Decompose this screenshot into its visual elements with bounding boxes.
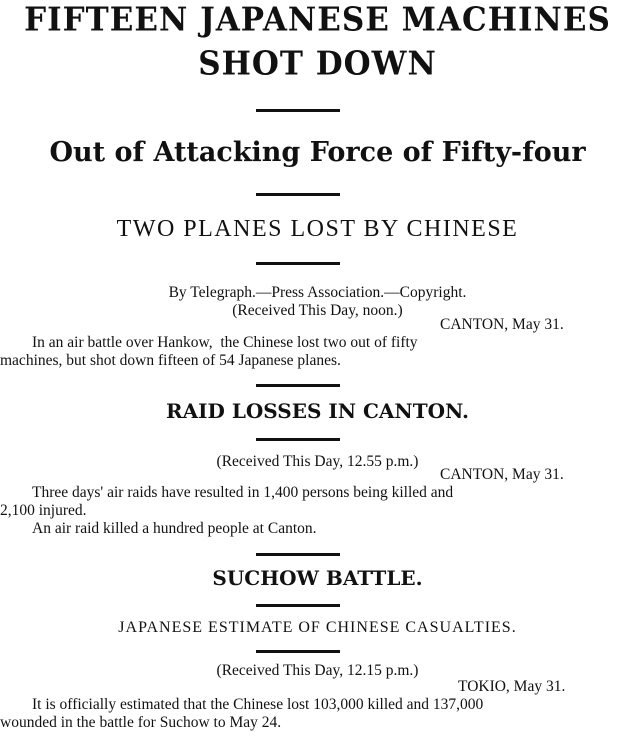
divider-rule: [256, 650, 340, 653]
section2-dateline: CANTON, May 31.: [440, 466, 564, 483]
divider-rule: [256, 193, 340, 196]
section3-received: (Received This Day, 12.15 p.m.): [216, 662, 419, 679]
story1-line-1: In an air battle over Hankow, the Chinese lost two out of fifty: [32, 334, 418, 351]
divider-rule: [256, 438, 340, 441]
section3-dateline: TOKIO, May 31.: [458, 678, 566, 695]
section3-heading: SUCHOW BATTLE.: [212, 566, 423, 590]
divider-rule: [256, 553, 340, 556]
section2-received: (Received This Day, 12.55 p.m.): [216, 453, 419, 470]
byline-received: (Received This Day, noon.): [232, 302, 403, 319]
section3-subheading: JAPANESE ESTIMATE OF CHINESE CASUALTIES.: [118, 619, 517, 636]
headline-line-1: FIFTEEN JAPANESE MACHINES: [24, 1, 611, 39]
byline-dateline: CANTON, May 31.: [440, 316, 564, 333]
subheadline: Out of Attacking Force of Fifty-four: [49, 137, 586, 168]
section2-line-3: An air raid killed a hundred people at Canton.: [32, 520, 317, 537]
deck-heading: TWO PLANES LOST BY CHINESE: [116, 216, 519, 242]
headline-line-2: SHOT DOWN: [198, 45, 437, 83]
byline-source: By Telegraph.—Press Association.—Copyright.: [168, 284, 467, 301]
divider-rule: [256, 384, 340, 387]
section2-heading: RAID LOSSES IN CANTON.: [166, 399, 469, 423]
section2-line-1: Three days' air raids have resulted in 1,400 persons being killed and: [32, 484, 454, 501]
section3-line-2: wounded in the battle for Suchow to May 24.: [0, 714, 282, 731]
section3-line-1: It is officially estimated that the Chinese lost 103,000 killed and 137,000: [32, 696, 484, 713]
story1-line-2: machines, but shot down fifteen of 54 Japanese planes.: [0, 352, 341, 369]
divider-rule: [256, 262, 340, 265]
section2-line-2: 2,100 injured.: [0, 502, 87, 519]
divider-rule: [256, 604, 340, 607]
divider-rule: [256, 109, 340, 112]
